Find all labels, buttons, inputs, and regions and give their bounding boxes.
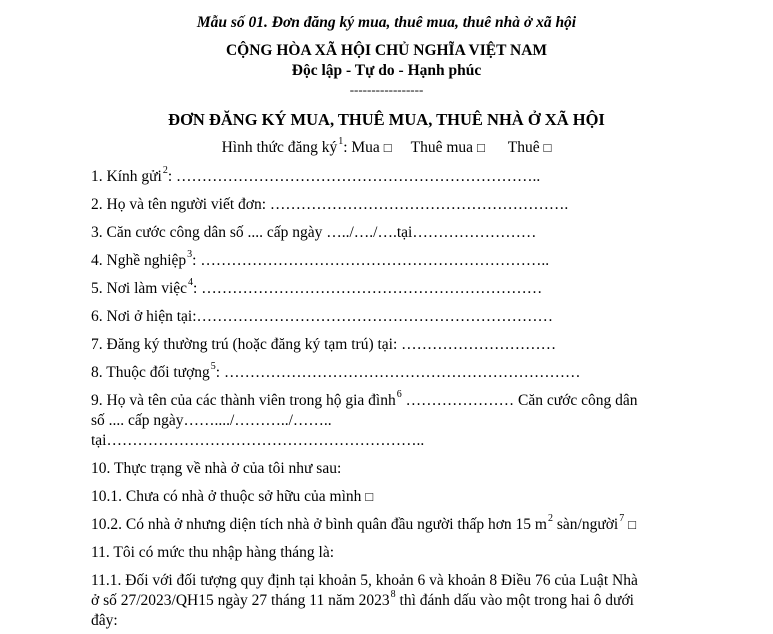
- field-workplace[interactable]: [91, 277, 543, 298]
- field-occupation[interactable]: [91, 249, 550, 270]
- field-recipient-blank: : ……………………………………………………………..: [167, 168, 541, 185]
- field-workplace-label: 5. Nơi làm việc: [91, 280, 188, 297]
- option-rent[interactable]: [508, 139, 552, 156]
- option-buy[interactable]: [351, 139, 391, 156]
- field-beneficiary-blank: : ……………………………………………………………: [215, 364, 581, 381]
- nation-heading: CỘNG HÒA XÃ HỘI CHỦ NGHĨA VIỆT NAM: [225, 42, 548, 59]
- income-clause-line1: 11.1. Đối với đối tượng quy định tại khoản 5, khoản 6 và khoản 8 Điều 76 của Luật Nhà: [91, 572, 638, 589]
- field-citizen-id[interactable]: 3. Căn cước công dân số .... cấp ngày …../…./….tại……………………: [91, 224, 537, 241]
- income-clause-line3: đây:: [91, 612, 118, 629]
- checkbox-no-house[interactable]: □: [365, 489, 374, 504]
- field-workplace-blank: : …………………………………………………………: [193, 280, 543, 297]
- option-rent-to-buy[interactable]: [411, 139, 485, 156]
- option-small-house[interactable]: [91, 513, 636, 534]
- footnote-marker: 6: [396, 389, 402, 400]
- option-small-house-label: 10.2. Có nhà ở nhưng diện tích nhà ở bình quân đầu người thấp hơn 15 m: [91, 516, 547, 533]
- option-no-house[interactable]: [91, 488, 373, 506]
- field-household-label: 9. Họ và tên của các thành viên trong hộ gia đình: [91, 392, 396, 409]
- form-number: Mẫu số 01. Đơn đăng ký mua, thuê mua, thuê nhà ở xã hội: [196, 14, 577, 31]
- checkbox-rent-to-buy[interactable]: □: [476, 140, 485, 155]
- income-heading: 11. Tôi có mức thu nhập hàng tháng là:: [91, 544, 335, 561]
- footnote-marker: 3: [187, 249, 193, 260]
- field-permanent-registration[interactable]: 7. Đăng ký thường trú (hoặc đăng ký tạm trú) tại: …………………………: [91, 336, 557, 353]
- registration-label: Hình thức đăng ký: [221, 139, 338, 156]
- square-meter-superscript: 2: [547, 513, 553, 524]
- option-small-house-unit: sàn/người: [552, 516, 619, 533]
- footnote-marker: 4: [188, 277, 194, 288]
- option-buy-label: Mua: [351, 139, 380, 156]
- footnote-marker: 7: [619, 513, 625, 524]
- checkbox-buy[interactable]: □: [383, 140, 392, 155]
- field-current-residence[interactable]: 6. Nơi ở hiện tại:……………………………………………………………: [91, 308, 554, 325]
- income-clause-instruction: thì đánh dấu vào một trong hai ô dưới: [395, 592, 634, 609]
- footnote-marker: 1: [338, 136, 344, 147]
- field-beneficiary-label: 8. Thuộc đối tượng: [91, 364, 210, 381]
- housing-status-heading: 10. Thực trạng về nhà ở của tôi như sau:: [91, 460, 342, 477]
- field-occupation-blank: : …………………………………………………………..: [192, 252, 550, 269]
- form-title: ĐƠN ĐĂNG KÝ MUA, THUÊ MUA, THUÊ NHÀ Ở XÃ HỘI: [168, 110, 605, 129]
- option-no-house-label: 10.1. Chưa có nhà ở thuộc sở hữu của mình: [91, 488, 362, 505]
- footnote-marker: 5: [210, 361, 216, 372]
- field-household-members[interactable]: [91, 389, 638, 410]
- field-recipient-label: 1. Kính gửi: [91, 168, 162, 185]
- registration-colon: :: [343, 139, 348, 156]
- motto: Độc lập - Tự do - Hạnh phúc: [291, 62, 482, 79]
- registration-type: [0, 136, 773, 157]
- checkbox-rent[interactable]: □: [543, 140, 552, 155]
- footnote-marker: 8: [390, 589, 396, 600]
- option-rent-label: Thuê: [507, 139, 540, 156]
- income-clause-line2: [91, 589, 634, 610]
- footnote-marker: 2: [162, 165, 168, 176]
- field-applicant-name[interactable]: 2. Họ và tên người viết đơn: ………………………………………………….: [91, 196, 569, 213]
- option-rent-to-buy-label: Thuê mua: [410, 139, 474, 156]
- field-beneficiary-group[interactable]: [91, 361, 581, 382]
- field-household-place[interactable]: tại……………………………………………………..: [91, 432, 425, 449]
- field-occupation-label: 4. Nghề nghiệp: [91, 252, 187, 269]
- separator-line: -----------------: [349, 82, 424, 97]
- income-clause-law: ở số 27/2023/QH15 ngày 27 tháng 11 năm 2023: [91, 592, 390, 609]
- field-household-blank: ………………… Căn cước công dân: [401, 392, 638, 409]
- checkbox-small-house[interactable]: □: [628, 517, 636, 532]
- field-recipient[interactable]: [91, 165, 541, 186]
- field-household-id-date[interactable]: số .... cấp ngày……..../………../……..: [91, 412, 332, 429]
